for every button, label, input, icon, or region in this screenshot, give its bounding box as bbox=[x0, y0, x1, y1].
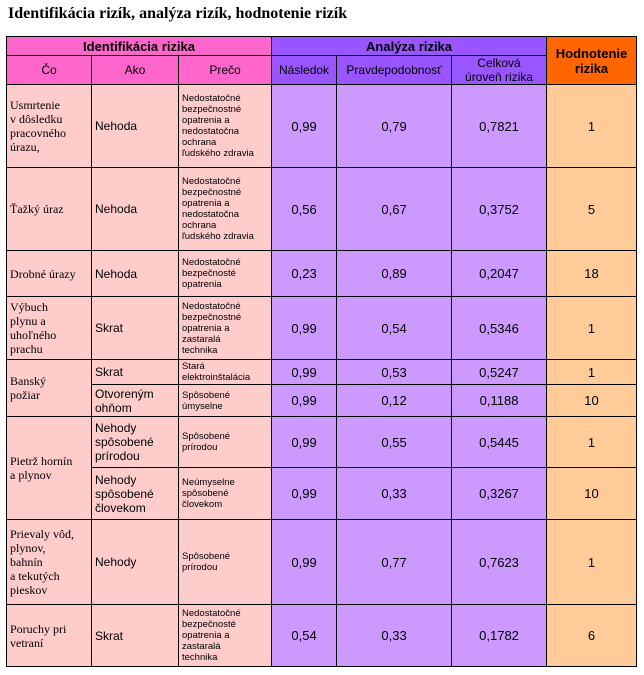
cell-pravdepodobnost: 0,79 bbox=[337, 85, 452, 168]
cell-co: Banský požiar bbox=[7, 360, 92, 417]
cell-preco: Neúmyselne spôsobené človekom bbox=[179, 468, 272, 520]
cell-preco: Spôsobené prírodou bbox=[179, 520, 272, 605]
cell-pravdepodobnost: 0,67 bbox=[337, 168, 452, 251]
cell-celkova: 0,1782 bbox=[452, 605, 547, 667]
table-row bbox=[7, 417, 637, 468]
table-row bbox=[7, 468, 637, 520]
cell-ako: Skrat bbox=[92, 605, 179, 667]
cell-preco: Nedostatočné bezpečnostné opatrenia a nedostatočna ochrana ľudského zdravia bbox=[179, 85, 272, 168]
cell-co: Poruchy pri vetraní bbox=[7, 605, 92, 667]
cell-celkova: 0,7821 bbox=[452, 85, 547, 168]
cell-co: Ťažký úraz bbox=[7, 168, 92, 251]
cell-hodnotenie: 1 bbox=[547, 417, 637, 468]
cell-ako: Nehoda bbox=[92, 168, 179, 251]
cell-ako: Nehoda bbox=[92, 85, 179, 168]
table-row bbox=[7, 168, 637, 251]
group-header-row bbox=[7, 37, 637, 56]
cell-preco: Nedostatočné bezpečnosté opatrenia bbox=[179, 251, 272, 297]
cell-ako: Nehody spôsobené človekom bbox=[92, 468, 179, 520]
page-title: Identifikácia rizík, analýza rizík, hodnotenie rizík bbox=[8, 5, 348, 22]
table-row bbox=[7, 385, 637, 417]
cell-celkova: 0,1188 bbox=[452, 385, 547, 417]
cell-celkova: 0,2047 bbox=[452, 251, 547, 297]
table-row bbox=[7, 297, 637, 360]
cell-hodnotenie: 18 bbox=[547, 251, 637, 297]
cell-celkova: 0,5247 bbox=[452, 360, 547, 385]
risk-table bbox=[6, 36, 637, 667]
cell-preco: Nedostatočné bezpečnosté opatrenia a zastaralá technika bbox=[179, 605, 272, 667]
identification-header: Identifikácia rizika bbox=[7, 37, 272, 56]
table-row bbox=[7, 85, 637, 168]
cell-pravdepodobnost: 0,55 bbox=[337, 417, 452, 468]
cell-nasledok: 0,54 bbox=[272, 605, 337, 667]
cell-ako: Nehoda bbox=[92, 251, 179, 297]
column-header-ako: Ako bbox=[92, 56, 179, 85]
column-header-co: Čo bbox=[7, 56, 92, 85]
cell-hodnotenie: 1 bbox=[547, 85, 637, 168]
cell-preco: Stará elektroinštalácia bbox=[179, 360, 272, 385]
cell-nasledok: 0,99 bbox=[272, 520, 337, 605]
cell-co: Drobné úrazy bbox=[7, 251, 92, 297]
cell-hodnotenie: 1 bbox=[547, 297, 637, 360]
cell-nasledok: 0,99 bbox=[272, 385, 337, 417]
cell-celkova: 0,7623 bbox=[452, 520, 547, 605]
cell-pravdepodobnost: 0,33 bbox=[337, 605, 452, 667]
cell-hodnotenie: 1 bbox=[547, 520, 637, 605]
cell-nasledok: 0,99 bbox=[272, 85, 337, 168]
cell-hodnotenie: 5 bbox=[547, 168, 637, 251]
cell-co: Pietrž hornín a plynov bbox=[7, 417, 92, 520]
cell-ako: Skrat bbox=[92, 297, 179, 360]
column-header-preco: Prečo bbox=[179, 56, 272, 85]
cell-co: Výbuch plynu a uhoľného prachu bbox=[7, 297, 92, 360]
cell-co: Usmrtenie v dôsledku pracovného úrazu, bbox=[7, 85, 92, 168]
cell-pravdepodobnost: 0,89 bbox=[337, 251, 452, 297]
cell-ako: Otvoreným ohňom bbox=[92, 385, 179, 417]
cell-celkova: 0,5346 bbox=[452, 297, 547, 360]
cell-pravdepodobnost: 0,12 bbox=[337, 385, 452, 417]
cell-preco: Spôsobené úmyselne bbox=[179, 385, 272, 417]
analysis-header: Analýza rizika bbox=[272, 37, 547, 56]
cell-celkova: 0,3752 bbox=[452, 168, 547, 251]
cell-pravdepodobnost: 0,53 bbox=[337, 360, 452, 385]
cell-hodnotenie: 10 bbox=[547, 385, 637, 417]
cell-nasledok: 0,99 bbox=[272, 417, 337, 468]
table-row bbox=[7, 360, 637, 385]
cell-ako: Skrat bbox=[92, 360, 179, 385]
cell-ako: Nehody bbox=[92, 520, 179, 605]
column-header-pravdepodobnost: Pravdepodobnosť bbox=[337, 56, 452, 85]
column-header-row bbox=[7, 56, 637, 85]
cell-celkova: 0,3267 bbox=[452, 468, 547, 520]
cell-ako: Nehody spôsobené prírodou bbox=[92, 417, 179, 468]
cell-preco: Spôsobené prírodou bbox=[179, 417, 272, 468]
cell-preco: Nedostatočné bezpečnostné opatrenia a nedostatočna ochrana ľudského zdravia bbox=[179, 168, 272, 251]
cell-nasledok: 0,99 bbox=[272, 468, 337, 520]
cell-pravdepodobnost: 0,54 bbox=[337, 297, 452, 360]
cell-nasledok: 0,99 bbox=[272, 297, 337, 360]
cell-nasledok: 0,23 bbox=[272, 251, 337, 297]
column-header-nasledok: Následok bbox=[272, 56, 337, 85]
cell-co: Prievaly vôd, plynov, bahnín a tekutých pieskov bbox=[7, 520, 92, 605]
cell-pravdepodobnost: 0,33 bbox=[337, 468, 452, 520]
cell-hodnotenie: 10 bbox=[547, 468, 637, 520]
table-row bbox=[7, 520, 637, 605]
cell-nasledok: 0,56 bbox=[272, 168, 337, 251]
column-header-celkova: Celková úroveň rizika bbox=[452, 56, 547, 85]
cell-nasledok: 0,99 bbox=[272, 360, 337, 385]
table-row bbox=[7, 251, 637, 297]
cell-preco: Nedostatočné bezpečnostné opatrenia a zastaralá technika bbox=[179, 297, 272, 360]
evaluation-header: Hodnotenie rizika bbox=[547, 37, 637, 85]
cell-hodnotenie: 6 bbox=[547, 605, 637, 667]
cell-celkova: 0,5445 bbox=[452, 417, 547, 468]
cell-pravdepodobnost: 0,77 bbox=[337, 520, 452, 605]
table-row bbox=[7, 605, 637, 667]
cell-hodnotenie: 1 bbox=[547, 360, 637, 385]
